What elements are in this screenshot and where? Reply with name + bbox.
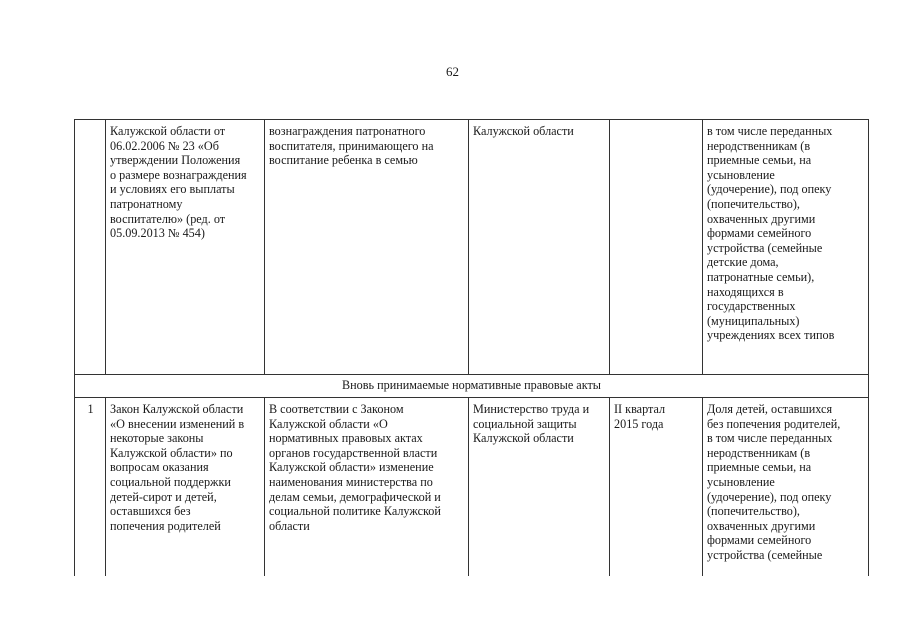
- content-cell: вознаграждения патронатного воспитателя, принимающего на воспитание ребенка в семью: [265, 120, 469, 375]
- row-number-cell: 1: [75, 398, 106, 577]
- act-name-cell: Калужской области от 06.02.2006 № 23 «Об утверждении Положения о размере вознаграждения и условиях его выплаты патронатному воспитателю» (ред. от 05.09.2013 № 454): [106, 120, 265, 375]
- term-cell: [610, 120, 703, 375]
- row-number-cell: [75, 120, 106, 375]
- content-cell: В соответствии с Законом Калужской области «О нормативных правовых актах органов государственной власти Калужской области» изменение наименования министерства по делам семьи, демографической и социальной политике Калужской области: [265, 398, 469, 577]
- section-title: Вновь принимаемые нормативные правовые акты: [75, 375, 869, 398]
- table-row: [75, 398, 869, 577]
- table-row: [75, 120, 869, 375]
- page-number: 62: [446, 64, 459, 79]
- regulatory-acts-table: [74, 119, 869, 576]
- executor-cell: Министерство труда и социальной защиты Калужской области: [469, 398, 610, 577]
- term-cell: II квартал 2015 года: [610, 398, 703, 577]
- result-cell: в том числе переданных неродственникам (в приемные семьи, на усыновление (удочерение), под опеку (попечительство), охваченных другими формами семейного устройства (семейные детские дома, патронатные семьи), находящихся в государственных (муниципальных) учреждениях всех типов: [703, 120, 869, 375]
- executor-cell: Калужской области: [469, 120, 610, 375]
- result-cell: Доля детей, оставшихся без попечения родителей, в том числе переданных неродственникам (в приемные семьи, на усыновление (удочерение), под опеку (попечительство), охваченных другими формами семейного устройства (семейные: [703, 398, 869, 577]
- act-name-cell: Закон Калужской области «О внесении изменений в некоторые законы Калужской области» по вопросам оказания социальной поддержки детей-сирот и детей, оставшихся без попечения родителей: [106, 398, 265, 577]
- section-header-row: [75, 375, 869, 398]
